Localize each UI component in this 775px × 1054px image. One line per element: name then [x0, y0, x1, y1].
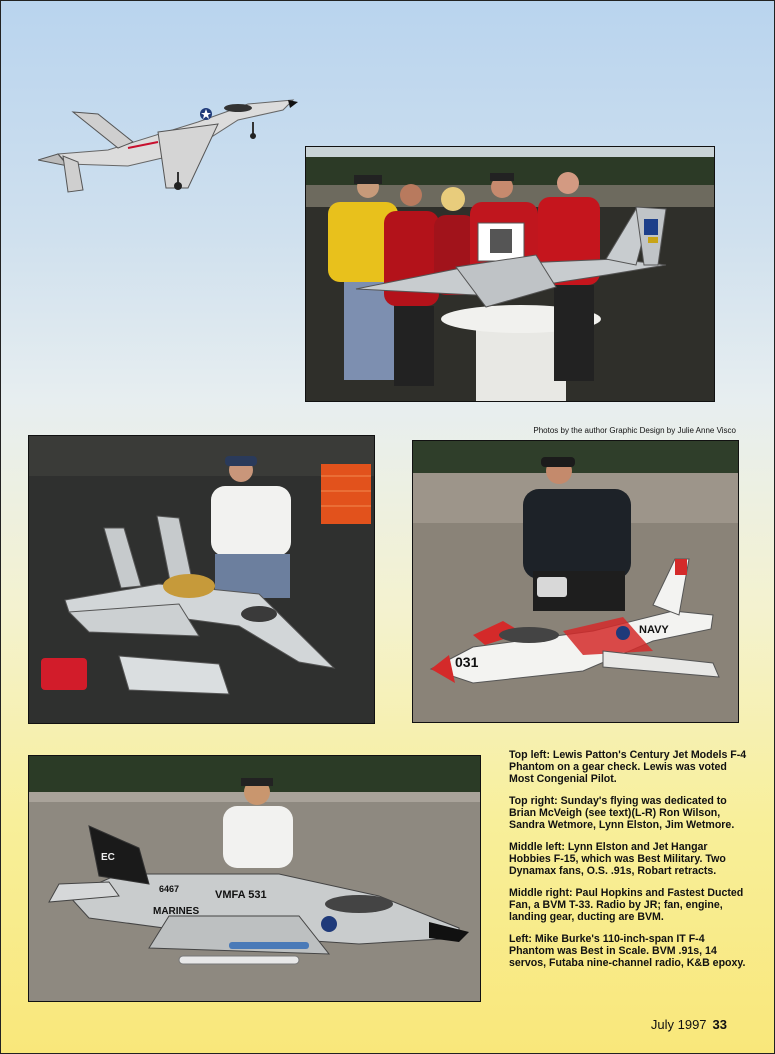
group-photo: [305, 146, 715, 402]
caption-top-right: Top right: Sunday's flying was dedicated to Brian McVeigh (see text)(L-R) Ron Wilson, Sandra Wetmore, Lynn Elston, Jim Wetmore.: [509, 795, 735, 831]
t33-navy-marking: NAVY: [639, 624, 669, 636]
issue-date: July 1997: [650, 1017, 707, 1032]
flying-phantom-image: [38, 92, 298, 202]
t33-photo: [412, 440, 739, 723]
captions-column: [509, 749, 749, 979]
caption-top-left: Top left: Lewis Patton's Century Jet Models F-4 Phantom on a gear check. Lewis was voted Most Congenial Pilot.: [509, 749, 747, 785]
caption-middle-left: Middle left: Lynn Elston and Jet Hangar Hobbies F-15, which was Best Military. Two Dynamax fans, O.S. .91s, Robart retracts.: [509, 841, 726, 877]
f4-marines-marking: MARINES: [153, 906, 200, 917]
f4-tail-marking: EC: [101, 852, 115, 863]
caption-middle-right: Middle right: Paul Hopkins and Fastest Ducted Fan, a BVM T-33. Radio by JR; fan, engine, landing gear, ducting are BVM.: [509, 887, 744, 923]
page-footer: [651, 1017, 727, 1032]
page-number: 33: [712, 1017, 727, 1032]
caption-left: Left: Mike Burke's 110-inch-span IT F-4 Phantom was Best in Scale. BVM .91s, 14 servos, Futaba nine-channel radio, K&B epoxy.: [509, 933, 746, 969]
t33-number-marking: 031: [455, 654, 479, 670]
f4-phantom-photo: [28, 755, 481, 1002]
f15-photo: [28, 435, 375, 724]
f4-unit-marking: VMFA 531: [215, 889, 267, 901]
f4-bureau-marking: 6467: [159, 884, 180, 894]
photo-credit: Photos by the author Graphic Design by Julie Anne Visco: [533, 426, 736, 435]
